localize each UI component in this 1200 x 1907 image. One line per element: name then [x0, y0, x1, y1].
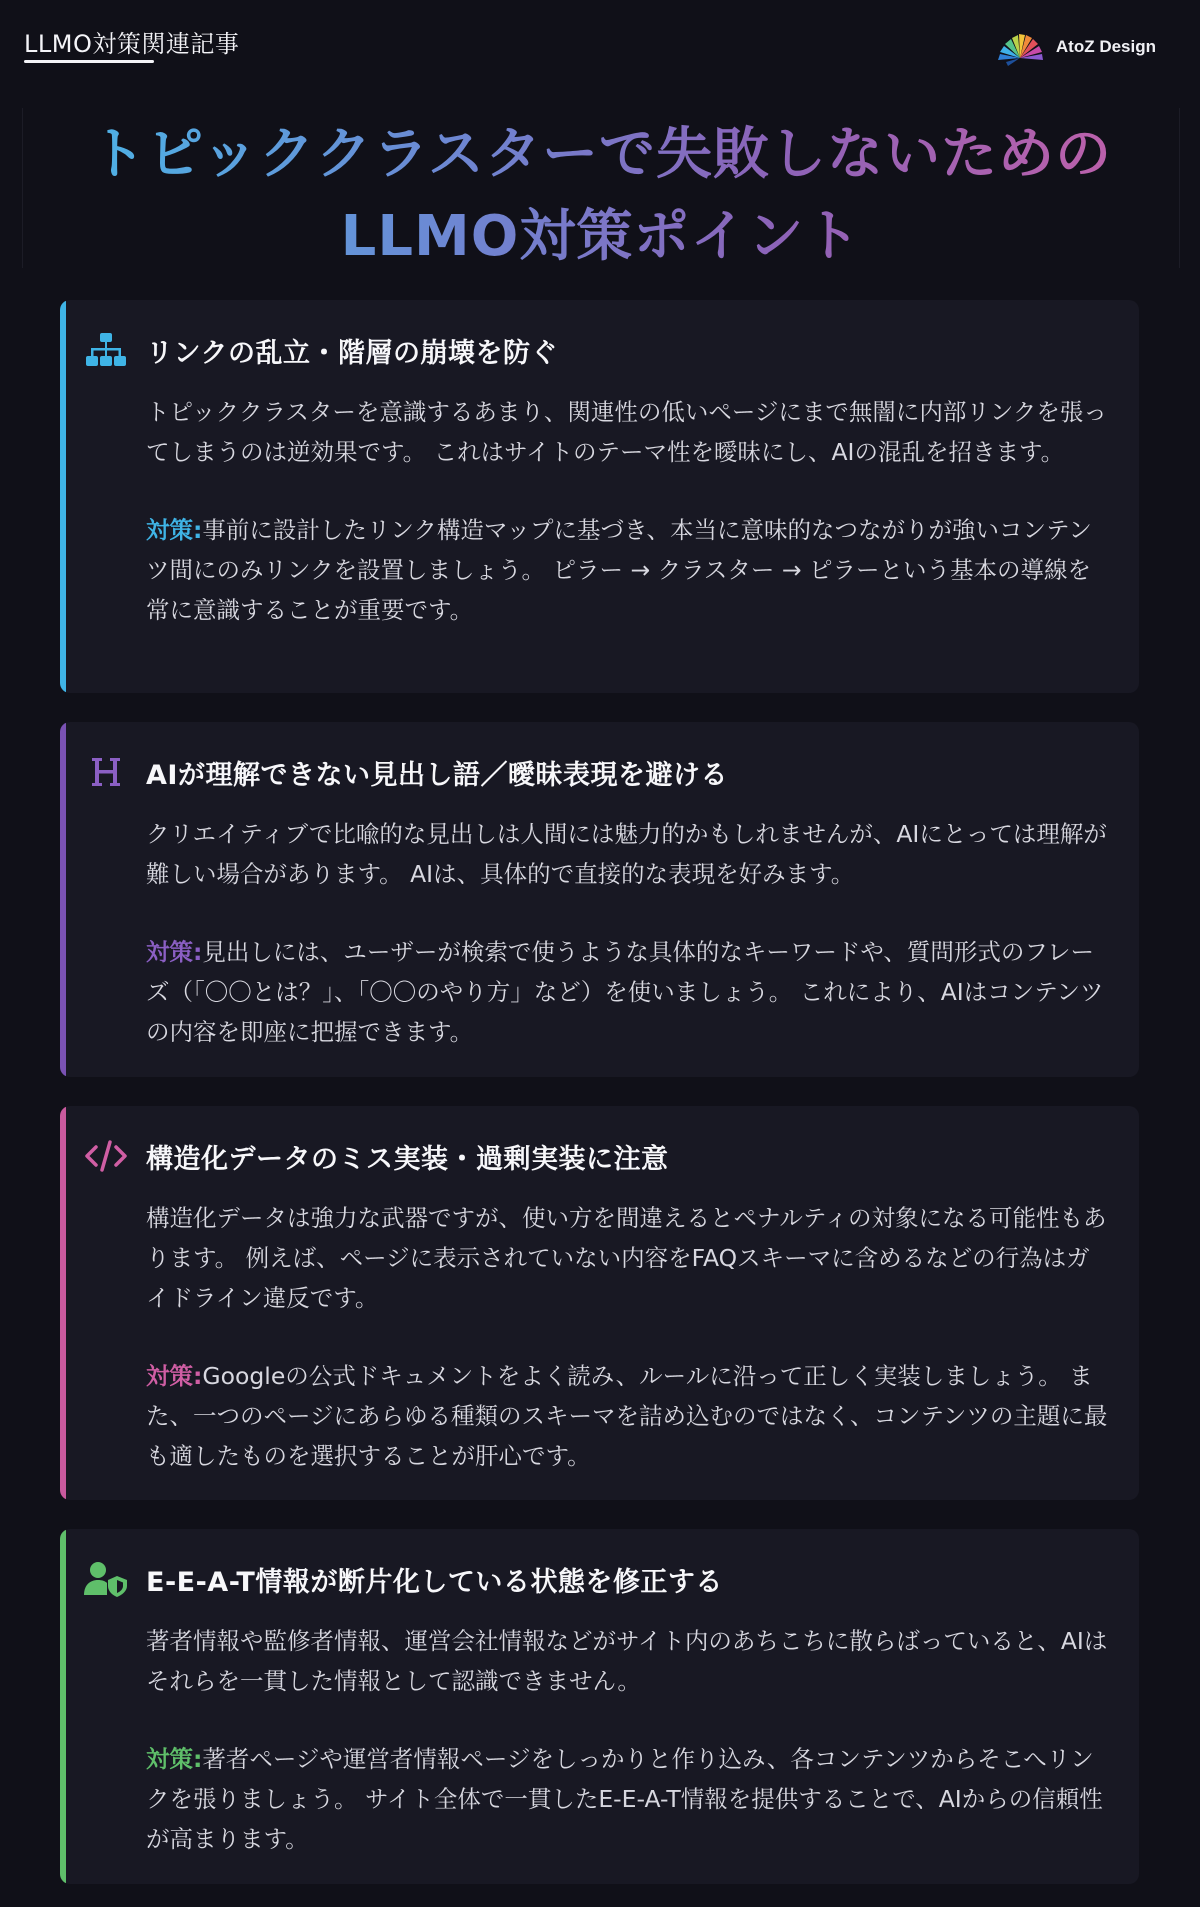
card-measure — [146, 510, 1109, 630]
card-body — [146, 392, 1109, 630]
card-title: リンクの乱立・階層の崩壊を防ぐ — [146, 337, 558, 369]
tip-card-structured-data — [60, 1106, 1139, 1500]
brand-logo-icon — [996, 28, 1046, 66]
measure-text: 見出しには、ユーザーが検索で使うような具体的なキーワードや、質問形式のフレーズ（「〇〇とは？」、「〇〇のやり方」など）を使いましょう。 これにより、AIはコンテンツの内容を即座に把握できます。 — [146, 938, 1104, 1046]
measure-text: 事前に設計したリンク構造マップに基づき、本当に意味的なつながりが強いコンテンツ間にのみリンクを設置しましょう。 ピラー → クラスター → ピラーという基本の導線を常に意識することが重要です。 — [146, 516, 1092, 624]
page-title-line-2: LLMO対策ポイント — [340, 204, 862, 269]
page-title — [23, 108, 1179, 278]
card-title: 構造化データのミス実装・過剰実装に注意 — [146, 1143, 669, 1175]
breadcrumb-underline — [24, 60, 154, 63]
card-accent-bar — [60, 722, 66, 1077]
sitemap-icon — [84, 328, 128, 372]
card-body — [146, 814, 1109, 1052]
card-header — [84, 1557, 1109, 1601]
card-accent-bar — [60, 1106, 66, 1500]
card-description: トピッククラスターを意識するあまり、関連性の低いページにまで無闇に内部リンクを張ってしまうのは逆効果です。 これはサイトのテーマ性を曖昧にし、AIの混乱を招きます。 — [146, 398, 1107, 466]
card-body — [146, 1198, 1109, 1476]
measure-label: 対策: — [146, 1745, 203, 1773]
card-description: 構造化データは強力な武器ですが、使い方を間違えるとペナルティの対象になる可能性もあります。 例えば、ページに表示されていない内容をFAQスキーマに含めるなどの行為はガイドライン違反です。 — [146, 1204, 1107, 1312]
card-header — [84, 328, 1109, 372]
brand[interactable] — [996, 28, 1156, 66]
card-header — [84, 750, 1109, 794]
card-body — [146, 1621, 1109, 1859]
user-shield-icon — [84, 1557, 128, 1601]
card-description: クリエイティブで比喩的な見出しは人間には魅力的かもしれませんが、AIにとっては理解が難しい場合があります。 AIは、具体的で直接的な表現を好みます。 — [146, 820, 1107, 888]
card-accent-bar — [60, 1529, 66, 1884]
heading-icon — [84, 750, 128, 794]
brand-name: AtoZ Design — [1055, 37, 1156, 56]
measure-label: 対策: — [146, 938, 203, 966]
measure-text: 著者ページや運営者情報ページをしっかりと作り込み、各コンテンツからそこへリンクを張りましょう。 サイト全体で一貫したE-E-A-T情報を提供することで、AIからの信頼性が高まります。 — [146, 1745, 1103, 1853]
measure-label: 対策: — [146, 1362, 203, 1390]
card-description: 著者情報や監修者情報、運営会社情報などがサイト内のあちこちに散らばっていると、AIはそれらを一貫した情報として認識できません。 — [146, 1627, 1108, 1695]
measure-text: Googleの公式ドキュメントをよく読み、ルールに沿って正しく実装しましょう。 また、一つのページにあらゆる種類のスキーマを詰め込むのではなく、コンテンツの主題に最も適したものを選択することが肝心です。 — [146, 1362, 1108, 1470]
card-measure — [146, 1739, 1109, 1859]
card-accent-bar — [60, 300, 66, 693]
card-title: E-E-A-T情報が断片化している状態を修正する — [146, 1566, 723, 1598]
card-header — [84, 1134, 1109, 1178]
card-measure — [146, 1356, 1109, 1476]
page-title-line-1: トピッククラスターで失敗しないための — [89, 122, 1113, 187]
measure-label: 対策: — [146, 516, 203, 544]
tip-card-eeat — [60, 1529, 1139, 1884]
breadcrumb[interactable]: LLMO対策関連記事 — [24, 30, 240, 58]
card-title: AIが理解できない見出し語／曖昧表現を避ける — [146, 759, 728, 791]
card-measure — [146, 932, 1109, 1052]
tip-card-link-structure — [60, 300, 1139, 693]
tip-card-headings — [60, 722, 1139, 1077]
code-icon — [84, 1134, 128, 1178]
hero — [22, 108, 1180, 268]
top-bar — [0, 0, 1200, 90]
